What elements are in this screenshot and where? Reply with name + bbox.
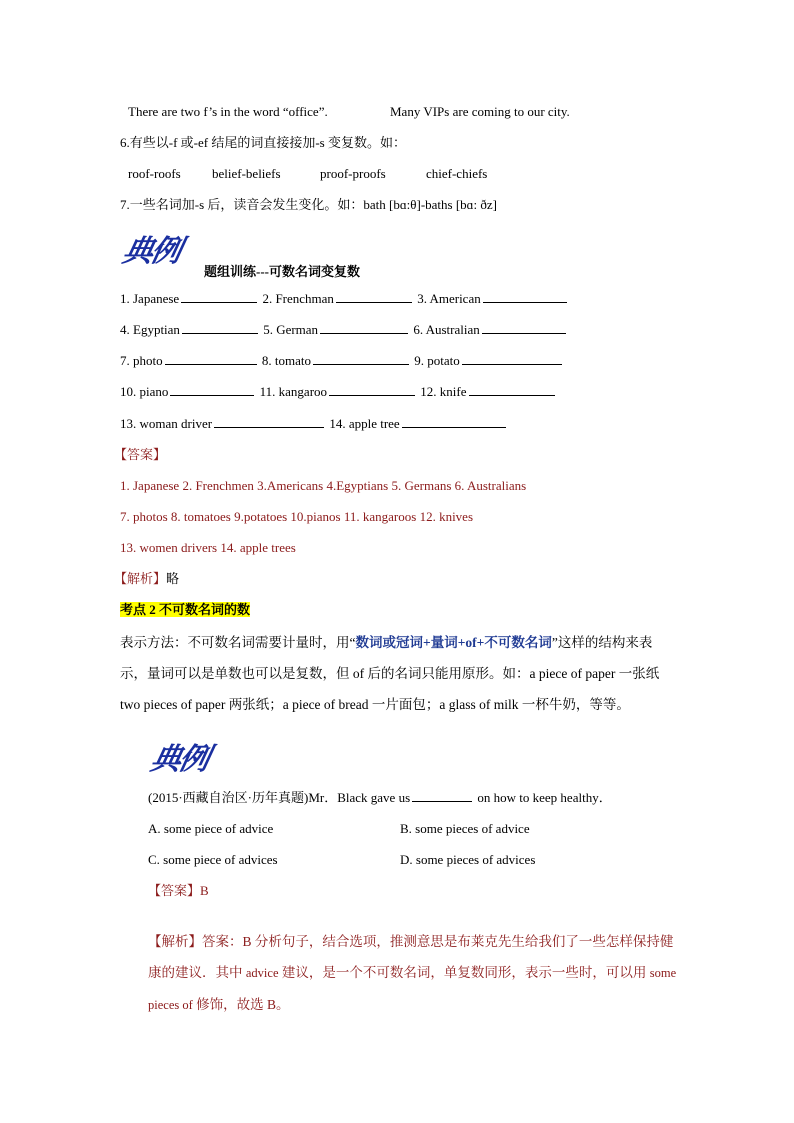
- exercise-row: [120, 414, 508, 434]
- answer-blank[interactable]: [165, 351, 257, 365]
- answer-line-2: 7. photos 8. tomatoes 9.potatoes 10.pianos 11. kangaroos 12. knives: [120, 509, 474, 524]
- answer-blank[interactable]: [181, 289, 257, 303]
- dianli-logo: [119, 226, 200, 269]
- answer-blank[interactable]: [329, 382, 415, 396]
- answer-blank[interactable]: [182, 320, 258, 334]
- answer-blank[interactable]: [313, 351, 409, 365]
- option-text: some piece of advices: [163, 852, 278, 867]
- option-d[interactable]: [400, 850, 535, 870]
- answer-blank[interactable]: [483, 289, 567, 303]
- explanation-part-2: ”这样的结构来表示，量词可以是单数也可以是复数，但 of 后的名词只能用原形。如：a piece of paper 一张纸 two pieces of paper 两张纸；a piece of bread 一片面包；a glass of milk 一杯牛奶，等等。: [120, 635, 660, 712]
- exercise-item: 2. Frenchman: [262, 291, 334, 306]
- exercise-item: 3. American: [417, 291, 481, 306]
- option-text: some pieces of advices: [415, 852, 536, 867]
- answer-blank[interactable]: [402, 414, 506, 428]
- option-letter: A.: [148, 821, 161, 836]
- answer-label: 【答案】: [114, 447, 167, 462]
- question-analysis-text: 答案：B 分析句子，结合选项，推测意思是布莱克先生给我们了一些怎样保持健康的建议．其中: [148, 934, 674, 980]
- answer-blank[interactable]: [214, 414, 324, 428]
- answer-blank[interactable]: [462, 351, 562, 365]
- structure-formula: 数词或冠词+量词+of+不可数名词: [355, 635, 552, 650]
- exercise-row: [120, 289, 569, 309]
- answer-blank[interactable]: [469, 382, 555, 396]
- option-a[interactable]: [148, 819, 273, 839]
- question-stem: [148, 788, 612, 808]
- dianli-logo-text: 典例: [119, 234, 183, 269]
- option-text: some piece of advice: [163, 821, 274, 836]
- exercise-item: 11. kangaroo: [259, 384, 328, 399]
- question-answer-label: 【答案】: [148, 883, 201, 898]
- question-blank[interactable]: [412, 788, 472, 802]
- exercise-row: [120, 382, 557, 402]
- answer-line-3: 13. women drivers 14. apple trees: [120, 540, 296, 555]
- answer-blank[interactable]: [170, 382, 254, 396]
- example-sentence-right: Many VIPs are coming to our city.: [390, 104, 570, 119]
- exercise-item: 5. German: [263, 322, 319, 337]
- exercise-item: 8. tomato: [261, 353, 311, 368]
- option-letter: D.: [400, 852, 413, 867]
- answer-line-1: 1. Japanese 2. Frenchmen 3.Americans 4.Egyptians 5. Germans 6. Australians: [120, 478, 527, 493]
- analysis-row: [114, 569, 179, 589]
- dianli-logo-2: [147, 734, 228, 777]
- exercise-item: 14. apple tree: [329, 416, 400, 431]
- answer-blank[interactable]: [320, 320, 408, 334]
- question-stem-before: (2015·西藏自治区·历年真题)Mr．Black gave us: [148, 790, 411, 805]
- rule-7: 7.一些名词加-s 后，读音会发生变化。如：bath [bɑ:θ]-baths [bɑ: ðz]: [120, 197, 497, 212]
- rule-6-example-1: roof-roofs: [128, 166, 181, 181]
- option-c[interactable]: [148, 850, 278, 870]
- rule-6-example-2: belief-beliefs: [212, 166, 281, 181]
- option-letter: B.: [400, 821, 412, 836]
- answer-blank[interactable]: [482, 320, 566, 334]
- exercise-item: 13. woman driver: [120, 416, 213, 431]
- rule-6-example-3: proof-proofs: [320, 166, 386, 181]
- question-stem-after: on how to keep healthy．: [474, 790, 612, 805]
- exercise-item: 7. photo: [120, 353, 163, 368]
- rule-6: 6.有些以-f 或-ef 结尾的词直接接加-s 变复数。如：: [120, 135, 406, 150]
- exercise-item: 6. Australian: [413, 322, 480, 337]
- analysis-word-advice: advice: [245, 966, 279, 980]
- example-sentence-left: There are two f’s in the word “office”.: [128, 104, 328, 119]
- explanation-part-1: 表示方法：不可数名词需要计量时，用“: [120, 635, 356, 650]
- question-analysis: [148, 926, 678, 1021]
- question-analysis-label: 【解析】: [148, 934, 202, 949]
- option-b[interactable]: [400, 819, 530, 839]
- kaodian-heading: [120, 600, 250, 620]
- answer-blank[interactable]: [336, 289, 412, 303]
- question-answer: B: [200, 883, 209, 898]
- exercise-item: 12. knife: [420, 384, 467, 399]
- exercise-item: 1. Japanese: [120, 291, 180, 306]
- question-analysis-end: 修饰，故选 B。: [192, 997, 290, 1012]
- option-letter: C.: [148, 852, 160, 867]
- exercise-item: 10. piano: [120, 384, 169, 399]
- rule-6-example-4: chief-chiefs: [426, 166, 488, 181]
- exercise-item: 4. Egyptian: [120, 322, 180, 337]
- dianli-logo-text: 典例: [147, 742, 211, 777]
- exercise-title: 题组训练---可数名词变复数: [204, 264, 360, 279]
- analysis-brief: 略: [166, 571, 180, 586]
- question-analysis-mid: 建议，是一个不可数名词，单复数同形，表示一些时，可以用: [278, 965, 650, 980]
- question-answer-row: [148, 881, 209, 901]
- analysis-label: 【解析】: [114, 571, 167, 586]
- exercise-row: [120, 351, 564, 371]
- exercise-item: 9. potato: [414, 353, 460, 368]
- kaodian-title: 考点 2 不可数名词的数: [120, 602, 251, 617]
- analysis-word-some-pieces: some pieces of: [148, 966, 677, 1012]
- exercise-row: [120, 320, 568, 340]
- explanation-paragraph: [120, 627, 676, 720]
- option-text: some pieces of advice: [415, 821, 530, 836]
